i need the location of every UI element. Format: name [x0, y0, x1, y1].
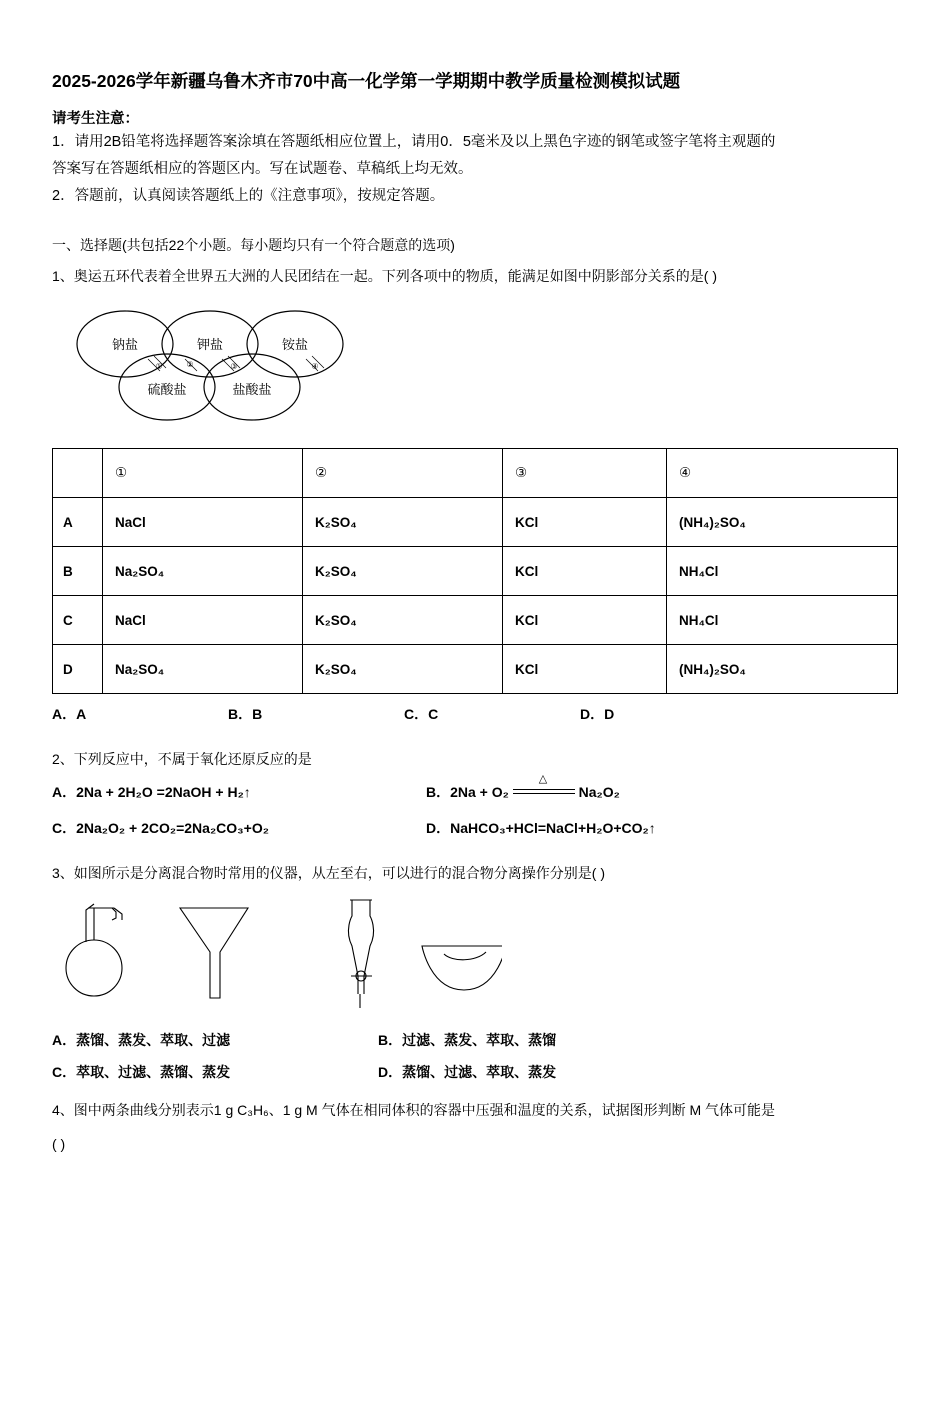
question-4-stem-2: ( ): [52, 1136, 66, 1153]
table-row: [53, 596, 898, 645]
row-label: A: [53, 498, 103, 547]
section-heading: 一、选择题(共包括22个小题。每小题均只有一个符合题意的选项): [52, 237, 455, 253]
q2-option-b-post: Na₂O₂: [578, 784, 620, 800]
row-label: C: [53, 596, 103, 645]
table-row: [53, 498, 898, 547]
svg-text:铵盐: 铵盐: [281, 337, 309, 352]
table-row: [53, 547, 898, 596]
header-cell-2: ②: [303, 449, 503, 498]
cell-2: K₂SO₄: [303, 547, 503, 596]
q3-option-b[interactable]: B．过滤、蒸发、萃取、蒸馏: [378, 1032, 557, 1049]
notice-line-1: 1．请用2B铅笔将选择题答案涂填在答题纸相应位置上，请用0．5毫米及以上黑色字迹的钢笔或签字笔将主观题的: [52, 134, 776, 150]
evaporating-dish: [422, 946, 502, 990]
header-cell-4: ④: [667, 449, 898, 498]
header-cell-1: ①: [103, 449, 303, 498]
svg-text:①: ①: [155, 362, 163, 371]
q2-option-d[interactable]: D．NaHCO₃+HCl=NaCl+H₂O+CO₂↑: [426, 820, 656, 837]
cell-3: KCl: [503, 547, 667, 596]
answer-option-d[interactable]: D．D: [580, 706, 615, 722]
answer-option-a[interactable]: A．A: [52, 706, 87, 722]
q2-option-b-pre: B．2Na + O₂: [426, 784, 509, 800]
q3-options-row-1: [52, 1030, 898, 1050]
q3-option-d[interactable]: D．蒸馏、过滤、萃取、蒸发: [378, 1064, 557, 1081]
question-2-stem: 2、下列反应中，不属于氧化还原反应的是: [52, 751, 312, 767]
distillation-flask: [66, 904, 122, 996]
cell-1: NaCl: [103, 596, 303, 645]
question-1-stem: 1、奥运五环代表着全世界五大洲的人民团结在一起。下列各项中的物质，能满足如图中阴影部分关系的是( ): [52, 268, 717, 284]
cell-1: Na₂SO₄: [103, 645, 303, 694]
cell-2: K₂SO₄: [303, 498, 503, 547]
question-1-options-table: [52, 448, 898, 694]
answer-option-b[interactable]: B．B: [228, 706, 263, 722]
svg-text:④: ④: [311, 362, 319, 371]
notice-line-2: 2．答题前，认真阅读答题纸上的《注意事项》，按规定答题。: [52, 188, 445, 204]
q2-option-b[interactable]: [426, 773, 620, 802]
cell-3: KCl: [503, 596, 667, 645]
answer-option-c[interactable]: C．C: [404, 706, 439, 722]
cell-3: KCl: [503, 645, 667, 694]
question-3-options: [52, 1030, 898, 1082]
triangle-symbol: △: [538, 773, 548, 786]
funnel: [180, 908, 248, 998]
q2-option-c[interactable]: C．2Na₂O₂ + 2CO₂=2Na₂CO₃+O₂: [52, 820, 269, 837]
arrow-bar: [513, 789, 575, 794]
svg-text:钠盐: 钠盐: [111, 337, 139, 352]
question-4-stem: 4、图中两条曲线分别表示1 g C₃H₆、1 g M 气体在相同体积的容器中压强和温度的关系，试据图形判断 M 气体可能是: [52, 1102, 776, 1119]
svg-text:钾盐: 钾盐: [196, 337, 224, 352]
header-cell-blank: [53, 449, 103, 498]
notice-line-1b: 答案写在答题纸相应的答题区内。写在试题卷、草稿纸上均无效。: [52, 161, 473, 177]
exam-page: [0, 68, 950, 1412]
notice-heading: 请考生注意：: [52, 111, 139, 127]
separating-funnel: [348, 900, 373, 1008]
cell-4: (NH₄)₂SO₄: [667, 498, 898, 547]
q3-option-c[interactable]: C．萃取、过滤、蒸馏、蒸发: [52, 1064, 231, 1081]
q3-options-row-2: [52, 1062, 898, 1082]
cell-1: Na₂SO₄: [103, 547, 303, 596]
cell-4: NH₄Cl: [667, 596, 898, 645]
cell-3: KCl: [503, 498, 667, 547]
q3-option-a[interactable]: A．蒸馏、蒸发、萃取、过滤: [52, 1032, 231, 1049]
cell-1: NaCl: [103, 498, 303, 547]
cell-4: NH₄Cl: [667, 547, 898, 596]
table-header-row: [53, 449, 898, 498]
cell-4: (NH₄)₂SO₄: [667, 645, 898, 694]
svg-text:硫酸盐: 硫酸盐: [147, 382, 187, 397]
heating-arrow-icon: [513, 773, 575, 802]
svg-text:盐酸盐: 盐酸盐: [232, 382, 272, 397]
svg-text:②: ②: [186, 360, 194, 369]
row-label: B: [53, 547, 103, 596]
cell-2: K₂SO₄: [303, 596, 503, 645]
question-2-options-row-2: [52, 818, 898, 838]
cell-2: K₂SO₄: [303, 645, 503, 694]
svg-text:③: ③: [230, 362, 238, 371]
apparatus-figure: [52, 890, 898, 1018]
row-label: D: [53, 645, 103, 694]
page-title: 2025-2026学年新疆乌鲁木齐市70中高一化学第一学期期中教学质量检测模拟试题: [52, 71, 681, 91]
header-cell-3: ③: [503, 449, 667, 498]
question-2-options-row-1: [52, 773, 898, 802]
venn-diagram: [62, 299, 898, 434]
question-1-answer-row: [52, 704, 898, 724]
q2-option-a[interactable]: A．2Na + 2H₂O =2NaOH + H₂↑: [52, 784, 251, 800]
table-row: [53, 645, 898, 694]
question-3-stem: 3、如图所示是分离混合物时常用的仪器，从左至右，可以进行的混合物分离操作分别是( ): [52, 865, 605, 882]
